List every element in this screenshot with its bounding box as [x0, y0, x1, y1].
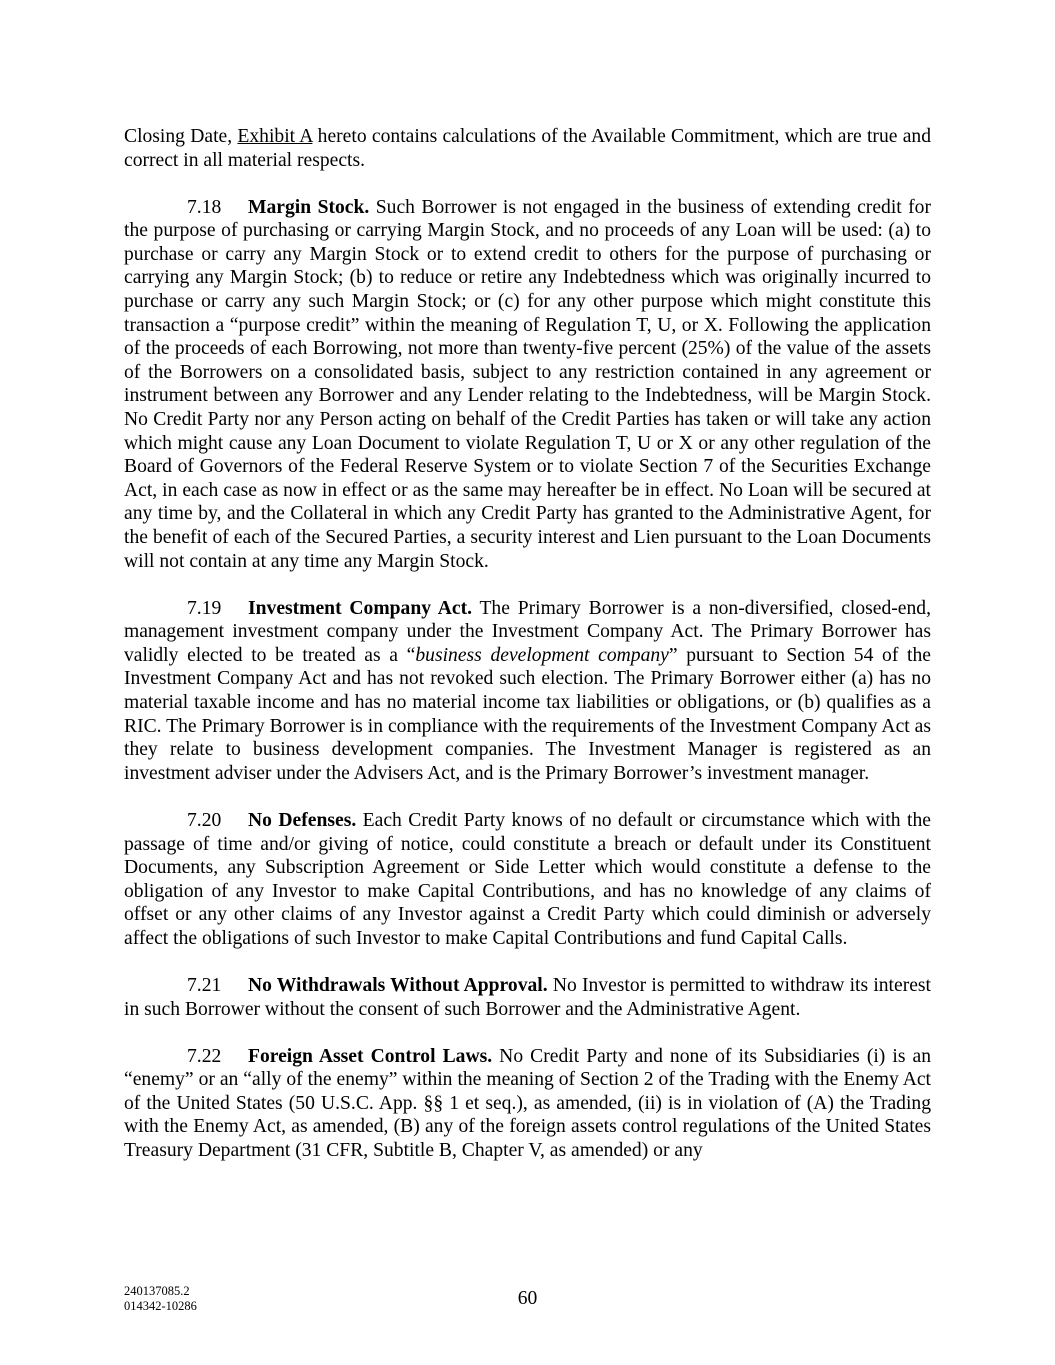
section-title: No Defenses. — [248, 809, 357, 831]
intro-paragraph — [124, 125, 931, 172]
section-body-part2: ” pursuant to Section 54 of the Investment Company Act and has not revoked such election. The Primary Borrower either (a) has no material taxable income and has no material income tax liabilities or obligations, or (b) qualifies as a RIC. The Primary Borrower is in compliance with the requirements of the Investment Company Act as they relate to business development companies. The Investment Manager is registered as an investment adviser under the Advisers Act, and is the Primary Borrower’s investment manager. — [124, 644, 931, 784]
document-id-line2: 014342-10286 — [124, 1298, 197, 1313]
section-number: 7.21 — [187, 975, 222, 996]
section-7-20 — [124, 809, 931, 951]
section-title: Foreign Asset Control Laws. — [248, 1045, 493, 1067]
section-title: Investment Company Act. — [248, 597, 473, 619]
exhibit-a-reference: Exhibit A — [237, 126, 313, 147]
section-number: 7.22 — [187, 1045, 222, 1067]
document-id-line1: 240137085.2 — [124, 1284, 190, 1298]
page-number: 60 — [517, 1288, 538, 1309]
section-title: No Withdrawals Without Approval. — [248, 975, 548, 996]
section-body-part1: The Primary Borrower is a non-diversified, closed-end, management investment company under the Investment Company Act. The Primary Borrower has validly elected to be treated as a “ — [124, 597, 931, 666]
section-body: No Credit Party and none of its Subsidiaries (i) is an “enemy” or an “ally of the enemy” within the meaning of Section 2 of the Trading with the Enemy Act of the United States (50 U.S.C. App. §§ 1 et seq.), as amended, (ii) is in violation of (A) the Trading with the Enemy Act, as amended, (B) any of the foreign assets control regulations of the United States Treasury Department (31 CFR, Subtitle B, Chapter V, as amended) or any — [124, 1045, 931, 1162]
intro-text-after: hereto contains calculations of the Available Commitment, which are true and correct in all material respects. — [124, 126, 932, 171]
section-7-21 — [124, 974, 931, 1021]
section-body: Such Borrower is not engaged in the business of extending credit for the purpose of purchasing or carrying Margin Stock, and no proceeds of any Loan will be used: (a) to purchase or carry any Margin Stock or to extend credit to others for the purpose of purchasing or carrying any Margin Stock; (b) to reduce or retire any Indebtedness which was originally incurred to purchase or carry any such Margin Stock; or (c) for any other purpose which might constitute this transaction a “purpose credit” within the meaning of Regulation T, U, or X. Following the application of the proceeds of each Borrowing, not more than twenty-five percent (25%) of the value of the assets of the Borrowers on a consolidated basis, subject to any restriction contained in any agreement or instrument between any Borrower and any Lender relating to the Indebtedness, will be Margin Stock. No Credit Party nor any Person acting on behalf of the Credit Parties has taken or will take any action which might cause any Loan Document to violate Regulation T, U or X or any other regulation of the Board of Governors of the Federal Reserve System or to violate Section 7 of the Securities Exchange Act, in each case as now in effect or as the same may hereafter be in effect. No Loan will be secured at any time by, and the Collateral in which any Credit Party has granted to the Administrative Agent, for the benefit of each of the Secured Parties, a security interest and Lien pursuant to the Loan Documents will not contain at any time any Margin Stock. — [124, 196, 932, 572]
section-7-19 — [124, 597, 931, 786]
section-body: Each Credit Party knows of no default or circumstance which with the passage of time and/or giving of notice, could constitute a breach or default under its Constituent Documents, any Subscription Agreement or Side Letter which would constitute a defense to the obligation of any Investor to make Capital Contributions, and has no knowledge of any claims of offset or any other claims of any Investor against a Credit Party which could diminish or adversely affect the obligations of such Investor to make Capital Contributions and fund Capital Calls. — [124, 809, 931, 949]
intro-text-before: Closing Date, — [124, 126, 238, 147]
section-number: 7.19 — [187, 597, 222, 619]
section-body: No Investor is permitted to withdraw its interest in such Borrower without the consent of such Borrower and the Administrative Agent. — [124, 975, 931, 1020]
section-7-18 — [124, 196, 931, 574]
section-number: 7.18 — [187, 196, 222, 218]
document-body — [124, 125, 931, 1186]
section-title: Margin Stock. — [248, 196, 370, 218]
section-7-22 — [124, 1045, 931, 1163]
section-number: 7.20 — [187, 809, 222, 831]
section-body-italic: business development company — [415, 644, 669, 666]
